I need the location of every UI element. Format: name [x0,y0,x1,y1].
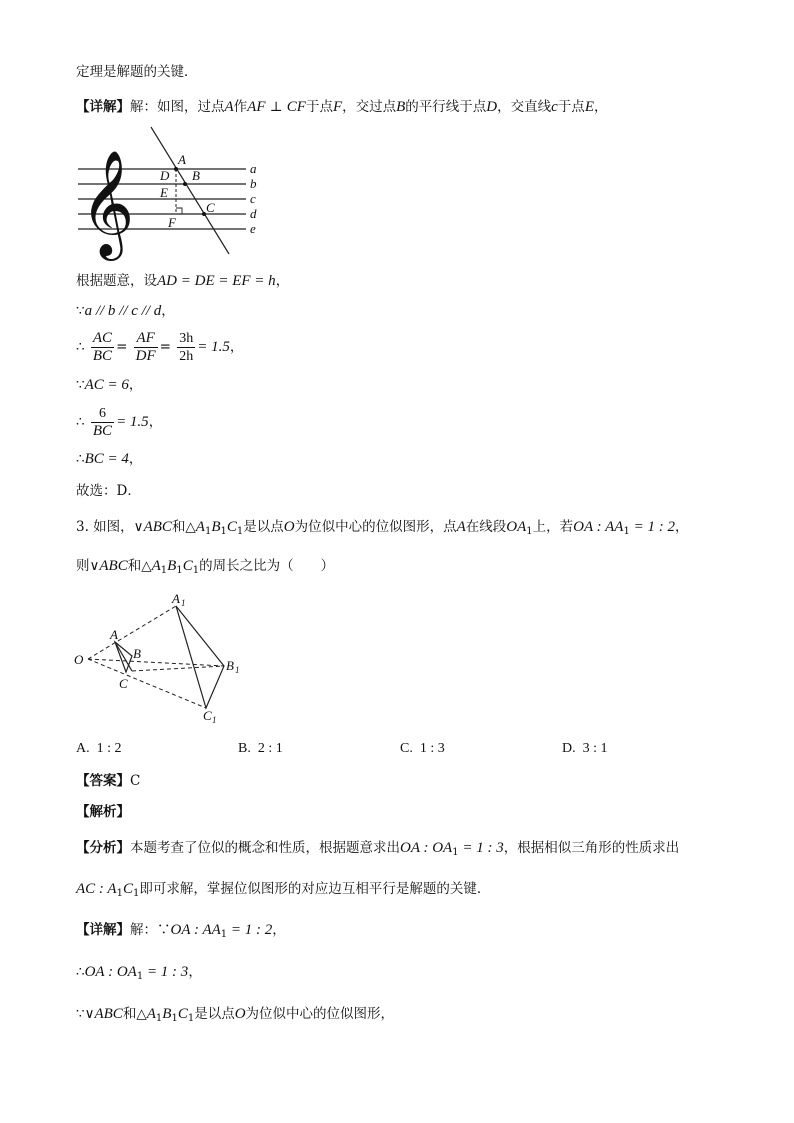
because-symbol: ∵ [76,377,85,393]
choice-C[interactable] [400,741,445,757]
var: D [486,99,498,115]
text: ， [674,519,689,535]
choice-D[interactable] [562,741,608,757]
dash-C-B1 [132,666,224,671]
choice-value: 3 : 1 [582,741,608,756]
label-C: C [206,200,215,215]
answer-tag: 【答案】 [76,773,130,789]
subscript: 1 [187,1013,195,1024]
subscript: 1 [171,1013,178,1024]
choice-key: B. [238,741,251,756]
label-c: c [250,191,256,206]
text-line-5: ∴ $\frac{AC}{BC}$ = $\frac{AF}{DF}$ = $\frac{3h}{2h}$ = 1.5， [76,330,244,364]
var: E [584,99,594,115]
answer-value: C [130,773,141,789]
subscript: 1 [136,971,144,982]
ratio: OA : AA [170,922,221,938]
dash-O-B1 [88,659,224,666]
perp-symbol: ⊥ [265,99,287,115]
var: C [177,1006,188,1022]
subscript: 1 [192,565,200,576]
equation: a // b // c // d [84,303,162,319]
treble-clef-icon: 𝄞 [80,149,135,256]
analysis-tag: 【分析】 [76,840,130,856]
text: 则 [76,558,90,574]
choice-value: 2 : 1 [257,741,283,756]
text-line-6 [76,375,142,395]
text: ， [128,377,143,393]
subscript: 1 [176,565,183,576]
question-3-line-2 [76,556,334,581]
dash-O-C1 [88,659,206,708]
var: B [162,1006,172,1022]
label-b: b [250,176,257,191]
text: 于点 [557,99,585,115]
var: A [151,558,161,574]
text-line-3 [76,271,289,291]
choice-value: 1 : 2 [96,741,122,756]
label-E: E [160,185,168,200]
label-B1: B [226,658,234,673]
therefore-symbol: ∴ [76,451,85,467]
homothety-figure [72,592,262,727]
text: 为位似中心的位似图形，点 [294,519,457,535]
detail-tag: 【详解】 [76,922,130,938]
text: ，根据相似三角形的性质求出 [503,840,680,856]
jiexi-line [76,802,130,822]
choice-A[interactable] [76,741,122,757]
subscript: 1 [220,526,227,537]
label-C: C [119,676,128,691]
text: ， [229,339,244,355]
subscript: 1 [181,598,186,608]
text-line-7 [76,402,162,442]
detail2-line-1 [76,920,286,945]
subscript: 1 [452,847,459,858]
text: 解：如图，过点 [130,99,225,115]
var: OA [506,519,527,535]
var: O [283,519,295,535]
sentence: 定理是解题的关键． [76,64,198,80]
var: c [551,99,558,115]
detail2-line-3 [76,1004,394,1029]
label-C1: C [203,708,212,723]
subscript: 1 [526,526,533,537]
text: 是以点 [243,519,284,535]
text-line-9 [76,481,141,501]
text-line-8 [76,449,142,469]
text-line-1 [76,62,198,82]
text: 和△ [122,1006,147,1022]
text: ， [188,964,202,980]
triangle-A1B1C1 [176,606,224,708]
text: 和△ [171,519,196,535]
var: B [211,519,221,535]
jiexi-tag: 【解析】 [76,804,130,820]
subscript: 1 [235,665,240,675]
text: 即可求解，掌握位似图形的对应边互相平行是解题的关键． [139,881,491,897]
choice-value: 1 : 3 [419,741,445,756]
ratio: = 1 : 3 [458,840,504,856]
staff-figure [76,124,276,264]
text: 根据题意，设 [76,273,157,289]
ratio: OA : OA [84,964,137,980]
text: 上，若 [532,519,574,535]
text: 是以点 [194,1006,235,1022]
detail2-line-2 [76,962,202,987]
point-A [174,167,178,171]
text: ， [593,99,608,115]
choice-key: A. [76,741,90,756]
answer-choice-text: 故选：D． [76,483,141,499]
text: ， [272,922,286,938]
label-A1: A [172,591,180,606]
subscript: 1 [204,526,212,537]
text: ， [148,414,163,430]
choice-B[interactable] [238,741,283,757]
label-B: B [192,168,200,183]
text: 为位似中心的位似图形， [245,1006,395,1022]
var: C [122,881,133,897]
text: 于点 [305,99,333,115]
detail-line [76,97,607,117]
label-a: a [250,161,257,176]
var: ABC [99,558,128,574]
triangle-symbol: ∨ [89,558,100,574]
text-line-4 [76,301,175,321]
text: ，交直线 [497,99,552,115]
subscript: 1 [236,526,244,537]
subscript: 1 [212,715,217,725]
equation: AD = DE = EF = h [157,273,276,289]
text: 的平行线于点 [405,99,487,115]
therefore-symbol: ∴ [76,339,85,355]
ratio: OA : AA [573,519,624,535]
ratio: AC : A [76,881,117,897]
label-d: d [250,206,257,221]
text: 和△ [127,558,152,574]
var: CF [286,99,306,115]
text: 作 [233,99,248,115]
subscript: 1 [132,888,140,899]
var: A [146,1006,156,1022]
var: A [456,519,466,535]
fraction-AC-BC: $\frac{AC}{BC}$ [92,330,113,364]
equation: = 1.5 [197,339,230,355]
triangle-symbol: ∨ [84,1006,95,1022]
choice-key: D. [562,741,576,756]
triangle-symbol: ∨ [133,519,144,535]
var: O [234,1006,246,1022]
var: B [396,99,406,115]
question-3-line-1 [76,517,688,542]
because-symbol: ∵ [76,303,85,319]
var: C [182,558,193,574]
analysis-line-1 [76,838,679,863]
label-B: B [133,646,141,661]
text: 解：∵ [130,922,171,938]
label-F: F [168,215,176,230]
label-O: O [74,652,84,667]
text: 本题考查了位似的概念和性质，根据题意求出 [130,840,400,856]
text: ， [128,451,143,467]
text: ， [161,303,175,319]
ratio: OA : OA [400,840,453,856]
var: A [224,99,234,115]
subscript: 1 [623,526,630,537]
choice-key: C. [400,741,413,756]
answer-line [76,771,140,791]
var: B [167,558,177,574]
label-e: e [250,221,256,236]
question-number: 3. 如图， [76,519,134,535]
equation: = 1.5 [116,414,149,430]
var: C [226,519,237,535]
label-A: A [178,152,186,167]
fraction-AF-DF: $\frac{AF}{DF}$ [135,330,156,364]
equation: BC = 4 [84,451,129,467]
var: AF [247,99,266,115]
text: 的周长之比为（ ） [199,558,335,574]
detail-tag: 【详解】 [76,99,130,115]
dash-O-A1 [88,606,176,659]
ratio: = 1 : 3 [143,964,189,980]
text: 在线段 [465,519,507,535]
fraction-3h-2h: $\frac{3h}{2h}$ [179,331,194,364]
therefore-symbol: ∴ [76,414,85,430]
point-B [183,182,187,186]
label-A: A [110,627,118,642]
fraction-6-BC: $\frac{6}{BC}$ [92,406,113,439]
label-D: D [160,168,170,183]
text: ， [275,273,290,289]
subscript: 1 [155,1013,163,1024]
ratio: = 1 : 2 [227,922,273,938]
ratio: = 1 : 2 [629,519,675,535]
var: ABC [143,519,172,535]
right-angle-mark [176,208,182,214]
therefore-symbol: ∴ [76,964,85,980]
var: F [332,99,343,115]
equation: AC = 6 [84,377,129,393]
analysis-line-2 [76,879,490,904]
subscript: 1 [116,888,123,899]
subscript: 1 [160,565,168,576]
var: ABC [94,1006,123,1022]
var: A [195,519,205,535]
subscript: 1 [220,929,228,940]
text: ，交过点 [342,99,397,115]
because-symbol: ∵ [76,1006,85,1022]
